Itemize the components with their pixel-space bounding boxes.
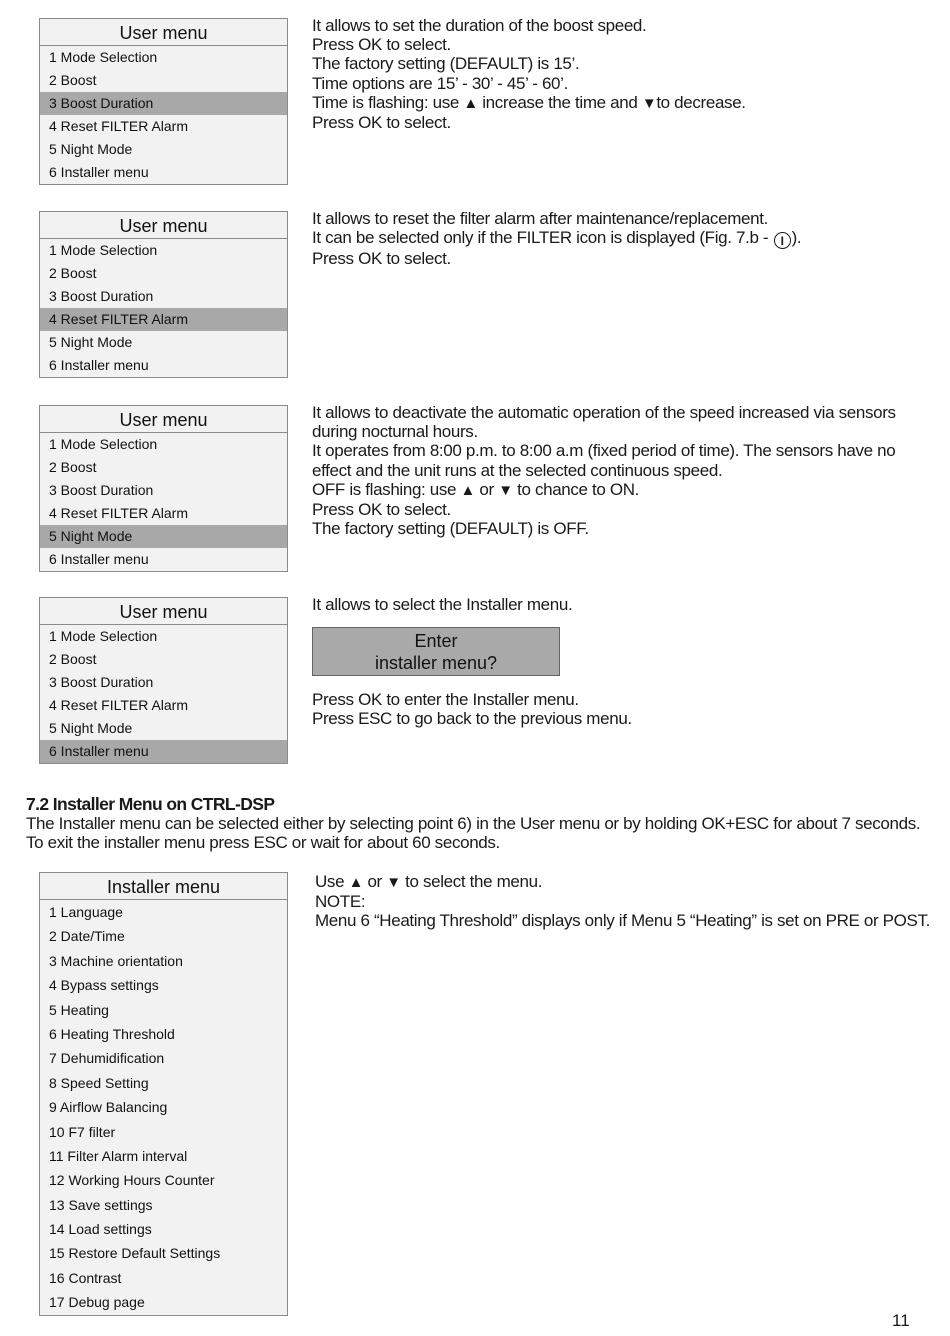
menu-item-boost-duration: 3 Boost Duration [49, 482, 154, 498]
text-line: NOTE: [315, 892, 366, 912]
menu-item-reset-filter-alarm: 4 Reset FILTER Alarm [49, 118, 189, 134]
menu-item-mode-selection: 1 Mode Selection [49, 628, 158, 644]
menu-item-boost: 2 Boost [49, 265, 97, 281]
user-menu-night-mode [39, 405, 288, 572]
section-body [26, 814, 936, 852]
text-line: Press OK to select. [312, 500, 451, 520]
text-line: Menu 6 “Heating Threshold” displays only if Menu 5 “Heating” is set on PRE or POST. [315, 911, 931, 931]
down-arrow-icon: ▼ [641, 94, 657, 112]
menu-item-boost: 2 Boost [49, 72, 97, 88]
installer-select-intro [312, 595, 932, 614]
text-line: To exit the installer menu press ESC or wait for about 60 seconds. [26, 833, 500, 853]
text-fragment: or [367, 872, 382, 891]
boost-duration-description [312, 16, 932, 132]
user-menu-title: User menu [40, 406, 287, 433]
menu-item-installer-menu: 6 Installer menu [40, 740, 287, 763]
installer-select-instructions [312, 690, 932, 728]
text-line: It operates from 8:00 p.m. to 8:00 a.m (fixed period of time). The sensors have no effect and the unit runs at the selected continuous speed. [312, 441, 896, 480]
menu-item-mode-selection: 1 Mode Selection [49, 242, 158, 258]
night-mode-description [312, 403, 932, 538]
installer-item-working-hours-counter: 12 Working Hours Counter [49, 1172, 215, 1189]
text-line [312, 93, 932, 113]
text-line [315, 872, 935, 892]
installer-item-debug-page: 17 Debug page [49, 1294, 145, 1311]
menu-item-night-mode: 5 Night Mode [49, 720, 133, 736]
menu-item-reset-filter-alarm: 4 Reset FILTER Alarm [49, 697, 189, 713]
menu-item-boost: 2 Boost [49, 651, 97, 667]
text-line: The factory setting (DEFAULT) is 15’. [312, 54, 580, 74]
menu-item-installer-menu: 6 Installer menu [49, 551, 149, 567]
installer-menu-description [315, 872, 935, 931]
installer-item-f7-filter: 10 F7 filter [49, 1123, 116, 1140]
installer-item-heating-threshold: 6 Heating Threshold [49, 1025, 175, 1042]
text-line: The factory setting (DEFAULT) is OFF. [312, 519, 589, 539]
menu-item-boost: 2 Boost [49, 459, 97, 475]
installer-item-heating: 5 Heating [49, 1001, 109, 1018]
text-line: Press OK to select. [312, 35, 451, 55]
installer-item-dehumidification: 7 Dehumidification [49, 1050, 165, 1067]
installer-menu-title: Installer menu [40, 873, 287, 900]
menu-item-installer-menu: 6 Installer menu [49, 164, 149, 180]
installer-item-speed-setting: 8 Speed Setting [49, 1074, 149, 1091]
menu-item-night-mode: 5 Night Mode [40, 525, 287, 548]
installer-item-machine-orientation: 3 Machine orientation [49, 952, 183, 969]
menu-item-boost-duration: 3 Boost Duration [49, 288, 154, 304]
text-line: Press OK to enter the Installer menu. [312, 690, 579, 709]
text-line: Press OK to select. [312, 249, 451, 269]
menu-item-boost-duration: 3 Boost Duration [49, 674, 154, 690]
menu-item-mode-selection: 1 Mode Selection [49, 49, 158, 65]
menu-item-installer-menu: 6 Installer menu [49, 357, 149, 373]
text-fragment: to decrease. [656, 92, 746, 112]
up-arrow-icon: ▲ [460, 481, 476, 499]
text-fragment: Use [315, 872, 345, 891]
text-fragment: OFF is flashing: use [312, 479, 457, 499]
menu-item-reset-filter-alarm: 4 Reset FILTER Alarm [40, 308, 287, 331]
user-menu-installer [39, 597, 288, 764]
menu-item-night-mode: 5 Night Mode [49, 141, 133, 157]
installer-item-save-settings: 13 Save settings [49, 1196, 153, 1213]
section-heading: 7.2 Installer Menu on CTRL-DSP [26, 794, 275, 814]
installer-menu [39, 872, 288, 1316]
text-fragment: to select the menu. [405, 872, 543, 891]
text-line: The Installer menu can be selected either by selecting point 6) in the User menu or by holding OK+ESC for about 7 seconds. [26, 814, 921, 833]
text-fragment: Time is flashing: use [312, 92, 459, 112]
prompt-line: installer menu? [374, 653, 498, 673]
text-fragment: or [479, 479, 494, 499]
installer-item-language: 1 Language [49, 904, 123, 920]
reset-filter-description [312, 209, 932, 268]
user-menu-title: User menu [40, 598, 287, 625]
text-line: It allows to reset the filter alarm after maintenance/replacement. [312, 209, 768, 228]
installer-item-bypass-settings: 4 Bypass settings [49, 977, 159, 994]
user-menu-reset-filter [39, 211, 288, 378]
text-line [312, 480, 932, 500]
prompt-line: Enter [414, 631, 458, 651]
installer-item-filter-alarm-interval: 11 Filter Alarm interval [49, 1147, 188, 1164]
menu-item-night-mode: 5 Night Mode [49, 334, 133, 350]
info-circle-icon: I [774, 232, 791, 249]
user-menu-title: User menu [40, 19, 287, 46]
enter-installer-menu-prompt [312, 627, 560, 676]
text-fragment: It can be selected only if the FILTER icon is displayed (Fig. 7.b - [312, 228, 769, 248]
text-line [312, 228, 932, 249]
user-menu-boost-duration [39, 18, 288, 185]
text-fragment: ). [791, 228, 802, 248]
text-line: Time options are 15’ - 30’ - 45’ - 60’. [312, 73, 568, 93]
text-line: It allows to select the Installer menu. [312, 595, 573, 614]
menu-item-mode-selection: 1 Mode Selection [49, 436, 158, 452]
text-line: It allows to deactivate the automatic operation of the speed increased via sensors during nocturnal hours. [312, 403, 896, 442]
user-menu-title: User menu [40, 212, 287, 239]
installer-item-airflow-balancing: 9 Airflow Balancing [49, 1099, 168, 1116]
text-fragment: to chance to ON. [517, 479, 640, 499]
down-arrow-icon: ▼ [498, 481, 513, 499]
page-number: 11 [892, 1311, 910, 1330]
installer-item-load-settings: 14 Load settings [49, 1221, 152, 1238]
up-arrow-icon: ▲ [463, 94, 478, 112]
down-arrow-icon: ▼ [386, 874, 401, 891]
installer-item-date-time: 2 Date/Time [49, 928, 125, 945]
menu-item-boost-duration: 3 Boost Duration [40, 92, 287, 115]
installer-item-contrast: 16 Contrast [49, 1269, 122, 1286]
text-line: It allows to set the duration of the boost speed. [312, 16, 647, 35]
up-arrow-icon: ▲ [348, 874, 364, 891]
menu-item-reset-filter-alarm: 4 Reset FILTER Alarm [49, 505, 189, 521]
text-line: Press OK to select. [312, 113, 451, 133]
text-line: Press ESC to go back to the previous menu. [312, 709, 632, 729]
installer-item-restore-default-settings: 15 Restore Default Settings [49, 1245, 221, 1262]
text-fragment: increase the time and [482, 92, 638, 112]
